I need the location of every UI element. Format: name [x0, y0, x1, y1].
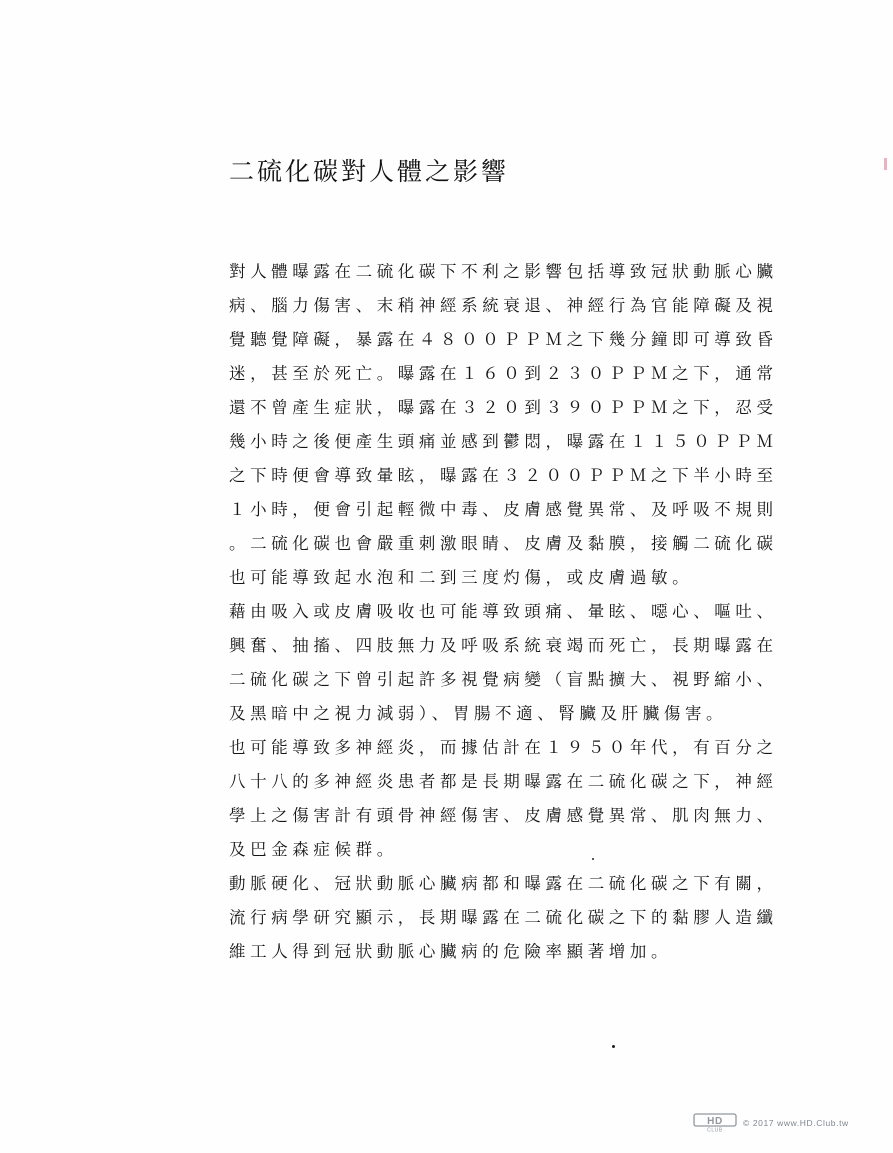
body-line: 藉由吸入或皮膚吸收也可能導致頭痛、暈眩、噁心、嘔吐、: [229, 602, 778, 621]
body-line: 幾小時之後便產生頭痛並感到鬱悶，曝露在１１５０ＰＰＭ: [229, 432, 778, 451]
body-line: 及黑暗中之視力減弱）、胃腸不適、腎臟及肝臟傷害。: [229, 704, 728, 723]
hd-club-logo-icon: [693, 1113, 737, 1132]
body-line: 維工人得到冠狀動脈心臟病的危險率顯著增加。: [229, 942, 673, 961]
body-line: 興奮、抽搐、四肢無力及呼吸系統衰竭而死亡，長期曝露在: [229, 636, 778, 655]
scan-speck: [592, 858, 594, 860]
body-line: 覺聽覺障礙，暴露在４８００ＰＰＭ之下幾分鐘即可導致昏: [229, 330, 778, 349]
body-line: 及巴金森症候群。: [229, 840, 398, 859]
site-watermark: [693, 1113, 849, 1132]
scan-speck: [612, 1045, 615, 1048]
body-line: 還不曾產生症狀，曝露在３２０到３９０ＰＰＭ之下，忍受: [229, 398, 778, 417]
body-line: １小時，便會引起輕微中毒、皮膚感覺異常、及呼吸不規則: [229, 500, 778, 519]
body-line: 也可能導致多神經炎，而據估計在１９５０年代，有百分之: [229, 738, 778, 757]
logo-main-text: HD: [707, 1116, 723, 1127]
body-line: 八十八的多神經炎患者都是長期曝露在二硫化碳之下，神經: [229, 772, 778, 791]
scan-edge-mark: [884, 158, 887, 170]
body-line: 流行病學研究顯示，長期曝露在二硫化碳之下的黏膠人造纖: [229, 908, 778, 927]
document-body: [229, 257, 778, 971]
body-line: 病、腦力傷害、末稍神經系統衰退、神經行為官能障礙及視: [229, 296, 778, 315]
body-line: 對人體曝露在二硫化碳下不利之影響包括導致冠狀動脈心臟: [229, 262, 778, 281]
body-line: 動脈硬化、冠狀動脈心臟病都和曝露在二硫化碳之下有關，: [229, 874, 778, 893]
body-line: 學上之傷害計有頭骨神經傷害、皮膚感覺異常、肌肉無力、: [229, 806, 778, 825]
document-title: 二硫化碳對人體之影響: [229, 157, 510, 186]
body-line: 二硫化碳之下曾引起許多視覺病變（盲點擴大、視野縮小、: [229, 670, 778, 689]
body-line: 迷，甚至於死亡。曝露在１６０到２３０ＰＰＭ之下，通常: [229, 364, 778, 383]
logo-sub-text: CLUB: [707, 1127, 723, 1132]
body-line: 。二硫化碳也會嚴重刺激眼睛、皮膚及黏膜，接觸二硫化碳: [229, 534, 778, 553]
body-line: 也可能導致起水泡和二到三度灼傷，或皮膚過敏。: [229, 568, 694, 587]
watermark-text: © 2017 www.HD.Club.tw: [743, 1117, 849, 1128]
body-line: 之下時便會導致暈眩，曝露在３２００ＰＰＭ之下半小時至: [229, 466, 778, 485]
